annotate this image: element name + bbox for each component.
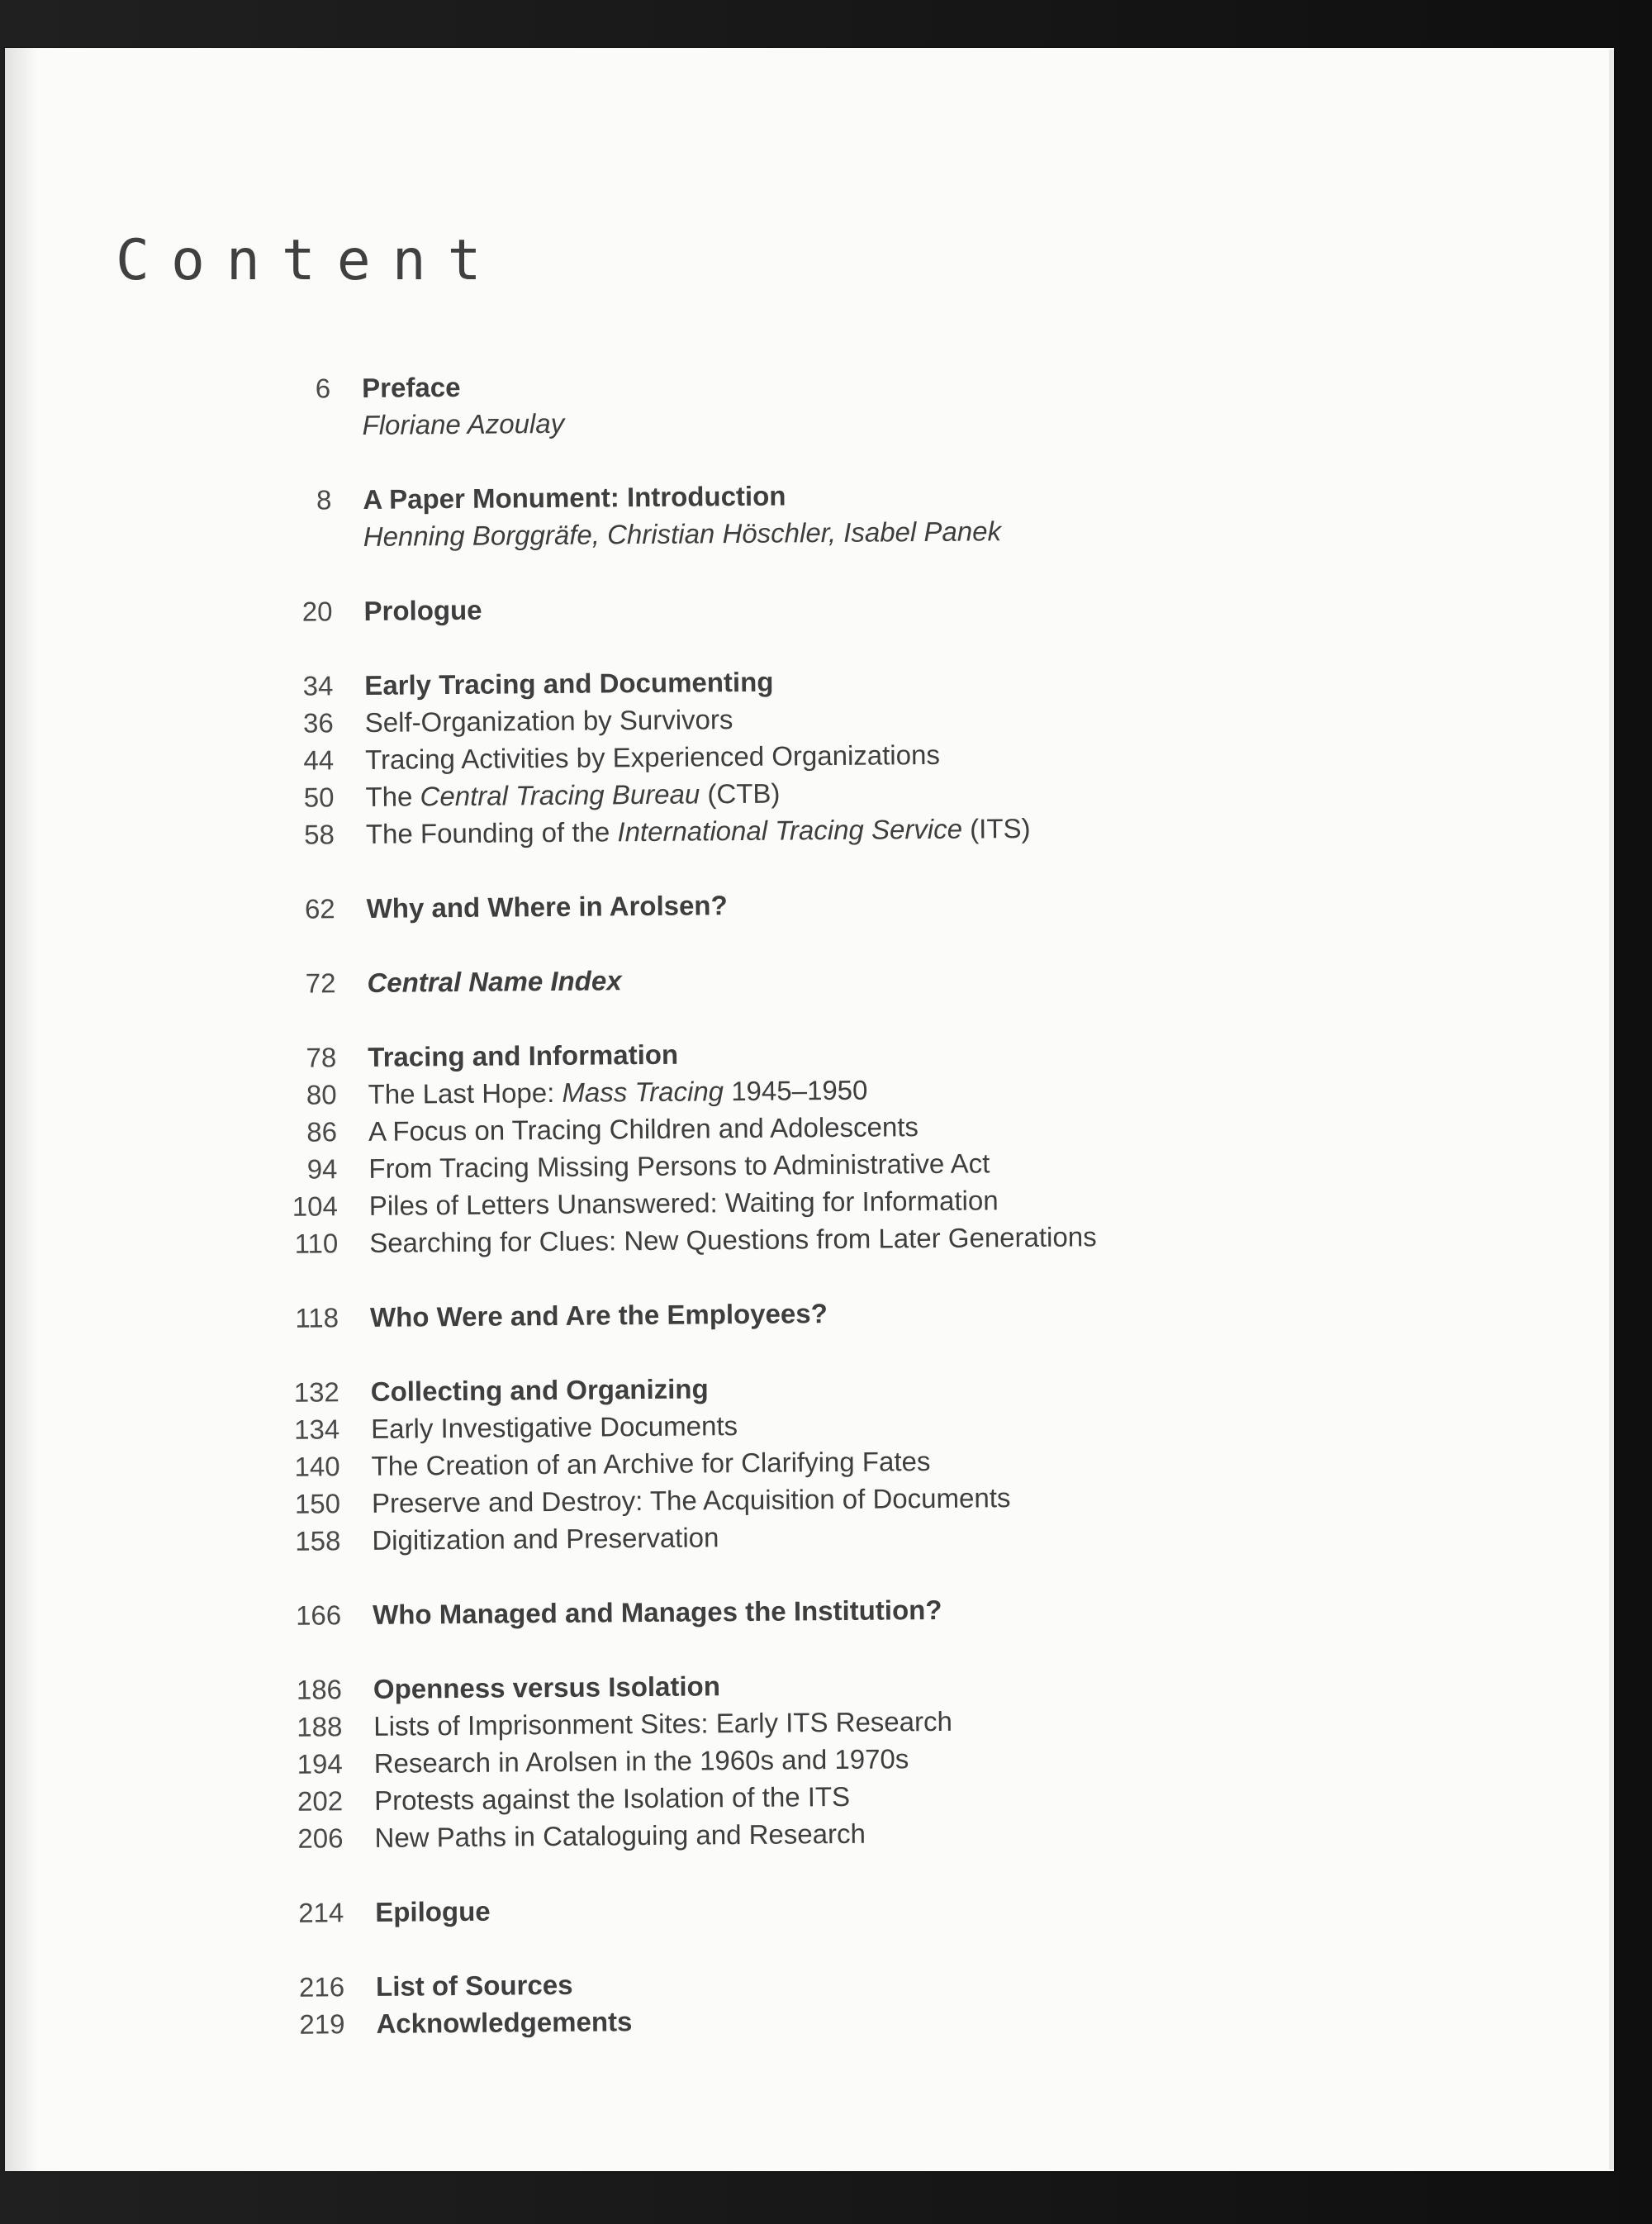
toc-page-number: 214 bbox=[298, 1897, 344, 1928]
toc-title-emphasis: International Tracing Service bbox=[617, 813, 963, 848]
toc-title-emphasis: Central Tracing Bureau bbox=[420, 778, 700, 812]
toc-page-number: 150 bbox=[294, 1488, 341, 1519]
toc-page-number: 80 bbox=[306, 1079, 337, 1110]
toc-title: Floriane Azoulay bbox=[362, 407, 565, 440]
toc-title: Openness versus Isolation bbox=[373, 1670, 721, 1704]
toc-page-number: 44 bbox=[303, 744, 335, 776]
toc-title: Early Investigative Documents bbox=[371, 1410, 738, 1444]
toc-title: Lists of Imprisonment Sites: Early ITS Research bbox=[373, 1705, 953, 1742]
toc-section bbox=[273, 1290, 1346, 1337]
toc-section bbox=[275, 1588, 1349, 1634]
toc-page-number: 20 bbox=[301, 596, 333, 627]
toc-page-number: 206 bbox=[297, 1822, 344, 1854]
toc-page-number: 132 bbox=[293, 1376, 339, 1408]
toc-title: The Creation of an Archive for Clarifying Fates bbox=[371, 1446, 931, 1481]
table-of-contents bbox=[264, 361, 1353, 2043]
toc-title: Tracing and Information bbox=[368, 1038, 679, 1072]
toc-title bbox=[368, 1072, 867, 1113]
toc-page-number: 194 bbox=[297, 1748, 343, 1780]
toc-title: Collecting and Organizing bbox=[370, 1373, 709, 1407]
toc-page-number bbox=[266, 546, 332, 547]
toc-title: Who Were and Are the Employees? bbox=[369, 1298, 828, 1333]
toc-title-part: (CTB) bbox=[700, 777, 781, 810]
toc-page-number: 58 bbox=[304, 819, 335, 850]
toc-section bbox=[268, 882, 1342, 928]
toc-title: Digitization and Preservation bbox=[372, 1522, 719, 1556]
toc-page-number: 62 bbox=[304, 893, 335, 924]
gutter-shadow bbox=[5, 48, 38, 2171]
toc-title-part: The Last Hope: bbox=[368, 1076, 563, 1110]
toc-title: Preserve and Destroy: The Acquisition of Documents bbox=[371, 1482, 1011, 1518]
toc-page-number: 110 bbox=[294, 1228, 339, 1259]
toc-page-number: 140 bbox=[294, 1451, 340, 1482]
toc-title: Piles of Letters Unanswered: Waiting for Information bbox=[368, 1185, 999, 1221]
toc-title-emphasis: Mass Tracing bbox=[562, 1076, 724, 1108]
toc-title: Central Name Index bbox=[367, 965, 622, 998]
page-title: Content bbox=[116, 228, 503, 293]
toc-page-number: 188 bbox=[297, 1711, 343, 1742]
toc-title: Epilogue bbox=[375, 1895, 491, 1927]
toc-title: Why and Where in Arolsen? bbox=[366, 890, 728, 924]
toc-page-number: 8 bbox=[316, 484, 332, 516]
toc-page-number: 34 bbox=[302, 670, 334, 701]
toc-title: Tracing Activities by Experienced Organizations bbox=[364, 739, 941, 775]
toc-page-number: 94 bbox=[306, 1153, 338, 1185]
toc-page-number: 72 bbox=[305, 967, 336, 999]
toc-title-part: The Founding of the bbox=[365, 816, 618, 849]
toc-title: From Tracing Missing Persons to Administrative Act bbox=[368, 1148, 990, 1184]
toc-title: Henning Borggräfe, Christian Höschler, Isabel Panek bbox=[363, 516, 1002, 552]
toc-page-number: 86 bbox=[306, 1116, 338, 1148]
toc-title-part: 1945–1950 bbox=[723, 1074, 868, 1107]
toc-title: Prologue bbox=[363, 594, 482, 626]
toc-title: Who Managed and Manages the Institution? bbox=[372, 1594, 942, 1630]
toc-page-number: 50 bbox=[303, 782, 335, 813]
toc-title-part: The bbox=[365, 781, 420, 812]
toc-title: Self-Organization by Survivors bbox=[364, 704, 733, 738]
toc-title: Protests against the Isolation of the ITS bbox=[373, 1780, 851, 1816]
toc-title: A Paper Monument: Introduction bbox=[363, 480, 786, 515]
toc-title: Research in Arolsen in the 1960s and 1970s bbox=[373, 1743, 909, 1779]
page-edge bbox=[1609, 50, 1614, 2169]
toc-page-number: 36 bbox=[302, 707, 334, 739]
toc-section bbox=[269, 956, 1343, 1002]
toc-title-part: (ITS) bbox=[961, 812, 1031, 844]
toc-page-number: 78 bbox=[306, 1042, 337, 1073]
toc-page-number: 158 bbox=[295, 1525, 341, 1556]
toc-page-number: 216 bbox=[298, 1971, 345, 2003]
toc-page-number: 219 bbox=[299, 2008, 345, 2040]
toc-page-number: 186 bbox=[296, 1674, 343, 1705]
toc-page-number: 134 bbox=[293, 1414, 340, 1445]
toc-page-number: 104 bbox=[292, 1190, 338, 1222]
toc-title: Preface bbox=[362, 371, 461, 403]
toc-title: Early Tracing and Documenting bbox=[364, 666, 774, 701]
toc-section bbox=[266, 584, 1340, 630]
toc-title: New Paths in Cataloguing and Research bbox=[374, 1818, 866, 1853]
toc-section bbox=[278, 1885, 1351, 1932]
toc-title bbox=[366, 810, 1031, 853]
toc-title bbox=[365, 775, 780, 815]
toc-page-number: 6 bbox=[315, 373, 331, 404]
toc-page-number: 166 bbox=[295, 1599, 342, 1631]
toc-title: List of Sources bbox=[375, 1969, 573, 2002]
toc-title: Acknowledgements bbox=[376, 2006, 633, 2039]
toc-page-number: 202 bbox=[297, 1785, 344, 1817]
toc-title: A Focus on Tracing Children and Adolescents bbox=[368, 1111, 919, 1147]
toc-title: Searching for Clues: New Questions from Later Generations bbox=[369, 1221, 1097, 1258]
toc-page-number: 118 bbox=[295, 1302, 339, 1333]
